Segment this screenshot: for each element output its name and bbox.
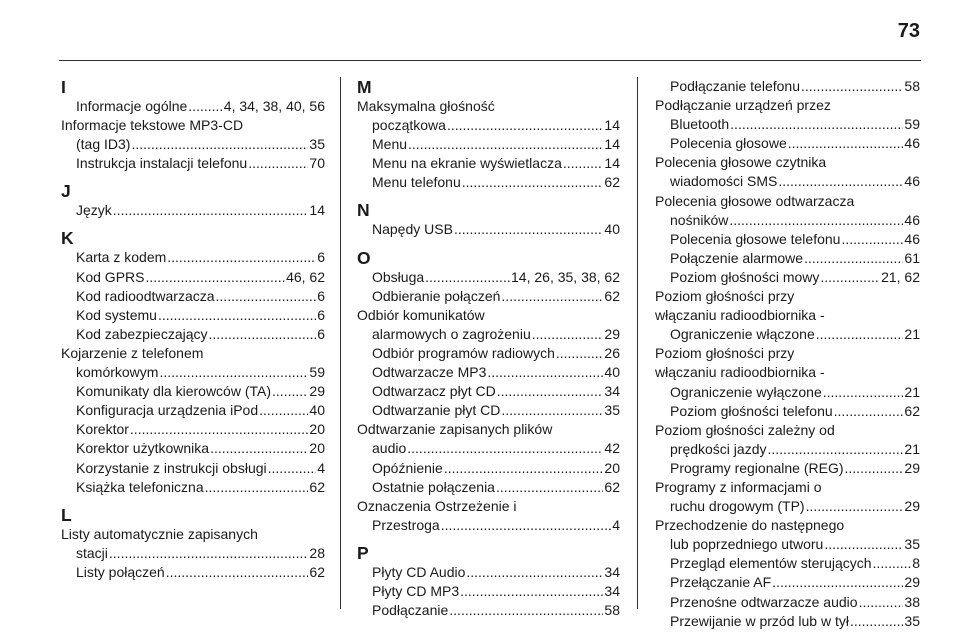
index-entry-text: Przełączanie AF <box>670 574 772 591</box>
index-entry-pages: 26 <box>604 344 620 361</box>
index-entry-pages: 46 <box>904 173 920 190</box>
index-entry-text: Poziom głośności telefonu <box>670 402 833 419</box>
dot-leader <box>268 459 317 478</box>
dot-leader <box>563 154 604 173</box>
index-entry <box>357 601 620 620</box>
index-entry-text: prędkości jazdy <box>670 440 767 457</box>
index-entry-pages: 62 <box>604 287 620 304</box>
dot-leader <box>730 115 903 134</box>
index-entry-text: Język <box>76 202 112 219</box>
index-entry-pages: 20 <box>309 421 325 438</box>
dot-leader <box>820 268 880 287</box>
index-entry-pages: 35 <box>904 612 920 629</box>
dot-leader <box>845 459 904 478</box>
index-entry-pages: 35 <box>904 536 920 553</box>
index-entry-text: Odtwarzacz płyt CD <box>372 383 496 400</box>
dot-leader <box>272 382 308 401</box>
index-entry-text: Obsługa <box>372 268 425 285</box>
index-entry-text: lub poprzedniego utworu <box>670 536 824 553</box>
index-entry-text: włączaniu radioodbiornika - <box>655 364 825 381</box>
index-entry-text: Listy automatycznie zapisanych <box>61 525 258 542</box>
index-entry-text: początkowa <box>372 117 446 134</box>
index-entry-text: Poziom głośności przy <box>655 345 795 362</box>
index-letter-heading: N <box>357 200 370 221</box>
index-entry <box>357 97 620 135</box>
index-entry-text: Menu <box>372 136 408 153</box>
index-entry-pages: 29 <box>904 459 920 476</box>
index-entry-pages: 4, 34, 38, 40, 56 <box>223 98 325 114</box>
index-letter-heading: L <box>61 504 72 525</box>
index-entry-text: Podłączanie urządzeń przez <box>655 97 831 114</box>
dot-leader <box>460 582 603 601</box>
dot-leader <box>408 135 603 154</box>
index-entry-text: stacji <box>76 544 108 561</box>
index-entry <box>655 249 920 268</box>
dot-leader <box>466 563 603 582</box>
dot-leader <box>454 220 603 239</box>
index-entry <box>655 554 920 573</box>
dot-leader <box>159 363 308 382</box>
index-entry-pages: 59 <box>309 364 325 381</box>
index-entry-pages: 14 <box>604 155 620 172</box>
dot-leader <box>801 77 903 96</box>
dot-leader <box>158 306 316 325</box>
index-entry <box>655 77 920 96</box>
index-entry-pages: 14, 26, 35, 38, 62 <box>511 268 620 285</box>
dot-leader <box>873 554 912 573</box>
dot-leader <box>859 593 904 612</box>
index-entry-text: Korzystanie z instrukcji obsługi <box>76 459 267 476</box>
dot-leader <box>823 383 904 402</box>
index-entry-text: Informacje tekstowe MP3-CD <box>61 117 244 134</box>
index-entry-text: Podłączanie <box>372 602 449 619</box>
index-entry <box>61 344 325 382</box>
index-entry-pages: 21 <box>904 440 920 457</box>
index-entry-text: Podłączanie telefonu <box>670 78 800 94</box>
index-entry-pages: 20 <box>309 440 325 457</box>
index-entry-text: Płyty CD Audio <box>372 563 466 580</box>
index-entry <box>357 478 620 497</box>
index-entry-pages: 20 <box>604 459 620 476</box>
index-entry-pages: 28 <box>309 544 325 561</box>
index-entry-text: Menu na ekranie wyświetlacza <box>372 155 562 172</box>
index-entry-text: Kod zabezpieczający <box>76 325 208 342</box>
index-entry <box>61 116 325 154</box>
index-entry-text: Przechodzenie do następnego <box>655 517 845 534</box>
index-entry <box>655 516 920 554</box>
index-entry-pages: 14 <box>604 117 620 134</box>
index-entry-text: Polecenia głosowe czytnika <box>655 154 827 171</box>
index-entry <box>357 306 620 344</box>
index-entry-pages: 29 <box>309 383 325 400</box>
index-entry <box>655 421 920 459</box>
index-entry-pages: 62 <box>904 402 920 419</box>
dot-leader <box>166 563 309 582</box>
index-entry <box>61 97 325 116</box>
dot-leader <box>788 134 904 153</box>
index-entry <box>61 248 325 267</box>
index-entry-text: Kod GPRS <box>76 268 145 285</box>
index-entry-pages: 34 <box>604 582 620 599</box>
index-entry-text: Odbiór programów radiowych <box>372 344 555 361</box>
index-entry <box>655 287 920 344</box>
column-divider <box>637 77 638 609</box>
index-entry <box>655 478 920 516</box>
index-entry-pages: 29 <box>904 574 920 591</box>
index-entry-text: Odbieranie połączeń <box>372 287 501 304</box>
index-entry-text: Programy regionalne (REG) <box>670 459 844 476</box>
dot-leader <box>850 612 903 631</box>
dot-leader <box>816 325 904 344</box>
index-entry-text: Komunikaty dla kierowców (TA) <box>76 383 272 400</box>
index-entry-pages: 46 <box>904 230 920 247</box>
index-entry-text: Przestroga <box>372 516 440 533</box>
index-entry-text: Połączenie alarmowe <box>670 249 804 266</box>
index-entry <box>357 563 620 582</box>
index-entry-text: (tag ID3) <box>76 136 131 153</box>
index-entry-pages: 4 <box>612 516 620 533</box>
index-entry <box>357 363 620 382</box>
index-entry <box>61 201 325 220</box>
index-entry-text: Kojarzenie z telefonem <box>61 344 204 361</box>
index-entry-pages: 40 <box>604 221 620 238</box>
index-entry-pages: 14 <box>309 202 325 219</box>
index-column-1 <box>61 77 325 582</box>
index-entry <box>357 344 620 363</box>
dot-leader <box>804 249 903 268</box>
index-entry-pages: 21 <box>904 383 920 400</box>
index-entry-pages: 35 <box>604 402 620 419</box>
dot-leader <box>109 544 309 563</box>
dot-leader <box>496 478 603 497</box>
index-entry-text: Listy połączeń <box>76 563 165 580</box>
index-entry-pages: 42 <box>604 440 620 457</box>
index-letter-heading: I <box>61 77 66 97</box>
index-entry-pages: 38 <box>904 593 920 610</box>
dot-leader <box>407 439 603 458</box>
dot-leader <box>501 401 603 420</box>
index-entry <box>357 287 620 306</box>
index-letter-heading: J <box>61 181 71 202</box>
index-entry <box>655 344 920 401</box>
index-entry <box>61 306 325 325</box>
index-entry <box>357 497 620 535</box>
index-entry <box>655 268 920 287</box>
index-letter-heading: M <box>357 77 372 97</box>
index-entry-pages: 8 <box>912 555 920 572</box>
dot-leader <box>167 248 316 267</box>
index-entry-text: Ostatnie połączenia <box>372 478 495 495</box>
index-entry <box>61 525 325 563</box>
index-entry <box>655 134 920 153</box>
index-entry <box>357 420 620 458</box>
dot-leader <box>216 287 317 306</box>
index-entry <box>357 582 620 601</box>
dot-leader <box>425 268 510 287</box>
index-entry <box>61 154 325 173</box>
index-entry-pages: 46 <box>904 135 920 152</box>
index-entry-text: Książka telefoniczna <box>76 478 204 495</box>
index-entry-text: Korektor użytkownika <box>76 440 210 457</box>
index-entry-text: Bluetooth <box>670 116 730 133</box>
index-entry-pages: 58 <box>604 602 620 619</box>
index-entry-pages: 62 <box>309 478 325 495</box>
index-entry <box>655 96 920 134</box>
index-entry-pages: 6 <box>317 287 325 304</box>
index-entry <box>61 563 325 582</box>
index-entry <box>655 192 920 230</box>
index-entry-pages: 34 <box>604 563 620 580</box>
index-entry-text: Opóźnienie <box>372 459 443 476</box>
dot-leader <box>487 363 603 382</box>
index-entry-text: Maksymalna głośność <box>357 98 495 114</box>
index-entry-text: Karta z kodem <box>76 249 167 266</box>
index-entry-pages: 34 <box>604 383 620 400</box>
index-entry-text: Polecenia głosowe <box>670 135 787 152</box>
index-entry-text: Polecenia głosowe telefonu <box>670 230 841 247</box>
column-divider <box>340 77 341 609</box>
index-entry-text: włączaniu radioodbiornika - <box>655 307 825 324</box>
index-entry <box>357 173 620 192</box>
index-entry <box>655 230 920 249</box>
index-entry <box>357 268 620 287</box>
index-entry-text: Odtwarzanie płyt CD <box>372 402 501 419</box>
dot-leader <box>259 401 308 420</box>
dot-leader <box>834 402 904 421</box>
dot-leader <box>449 601 603 620</box>
index-entry-text: Oznaczenia Ostrzeżenie i <box>357 497 517 514</box>
index-entry-pages: 6 <box>317 325 325 342</box>
index-entry-text: Polecenia głosowe odtwarzacza <box>655 192 855 209</box>
index-entry <box>61 287 325 306</box>
index-entry <box>61 439 325 458</box>
index-entry <box>655 402 920 421</box>
index-entry-pages: 62 <box>309 563 325 580</box>
index-column-2 <box>357 77 620 620</box>
index-entry <box>357 220 620 239</box>
dot-leader <box>130 420 309 439</box>
index-entry <box>655 573 920 592</box>
index-entry-pages: 29 <box>904 498 920 515</box>
dot-leader <box>209 325 317 344</box>
index-entry <box>357 459 620 478</box>
index-entry-text: Napędy USB <box>372 221 453 238</box>
index-entry-text: Poziom głośności mowy <box>670 268 820 285</box>
index-entry-pages: 46, 62 <box>286 268 325 285</box>
index-entry-text: Konfiguracja urządzenia iPod <box>76 402 259 419</box>
index-entry <box>655 612 920 631</box>
index-entry-pages: 70 <box>309 155 325 172</box>
index-entry <box>357 154 620 173</box>
index-entry <box>655 593 920 612</box>
index-entry-pages: 58 <box>904 78 920 94</box>
index-entry-text: audio <box>372 440 407 457</box>
dot-leader <box>441 516 612 535</box>
index-entry-pages: 40 <box>604 364 620 381</box>
dot-leader <box>248 154 308 173</box>
index-entry <box>61 382 325 401</box>
index-entry-pages: 35 <box>309 136 325 153</box>
dot-leader <box>729 211 903 230</box>
index-column-3 <box>655 77 920 631</box>
dot-leader <box>841 230 903 249</box>
index-entry-pages: 4 <box>317 459 325 476</box>
index-entry-text: Odtwarzacze MP3 <box>372 364 487 381</box>
index-entry-text: Kod systemu <box>76 306 157 323</box>
index-entry <box>357 382 620 401</box>
index-entry-text: alarmowych o zagrożeniu <box>372 325 531 342</box>
index-entry <box>61 459 325 478</box>
index-entry-text: Ograniczenie włączone <box>670 326 815 343</box>
index-letter-heading: P <box>357 542 369 563</box>
dot-leader <box>205 478 309 497</box>
index-entry-text: Odbiór komunikatów <box>357 306 485 323</box>
index-letter-heading: K <box>61 228 74 249</box>
dot-leader <box>556 344 604 363</box>
index-entry-text: nośników <box>670 211 729 228</box>
dot-leader <box>768 440 904 459</box>
index-entry-text: Przewijanie w przód lub w tył <box>670 612 849 629</box>
index-entry-text: Menu telefonu <box>372 174 461 191</box>
index-entry-text: Odtwarzanie zapisanych plików <box>357 421 553 438</box>
index-entry <box>61 325 325 344</box>
index-entry-text: Przegląd elementów sterujących <box>670 555 872 572</box>
index-entry-pages: 29 <box>604 325 620 342</box>
index-entry-text: wiadomości SMS <box>670 173 778 190</box>
index-entry-text: Przenośne odtwarzacze audio <box>670 593 858 610</box>
index-entry <box>61 268 325 287</box>
index-entry-text: Kod radioodtwarzacza <box>76 287 215 304</box>
index-entry-pages: 6 <box>317 249 325 266</box>
page-number: 73 <box>897 20 920 42</box>
dot-leader <box>145 268 285 287</box>
index-letter-heading: O <box>357 247 371 268</box>
index-entry-pages: 62 <box>604 174 620 191</box>
dot-leader <box>497 382 604 401</box>
index-entry-pages: 21, 62 <box>881 268 920 285</box>
index-entry <box>61 478 325 497</box>
index-entry-pages: 59 <box>904 116 920 133</box>
dot-leader <box>188 97 223 116</box>
dot-leader <box>444 459 604 478</box>
index-entry-text: Instrukcja instalacji telefonu <box>76 155 248 172</box>
dot-leader <box>772 573 903 592</box>
index-entry-text: Korektor <box>76 421 129 438</box>
index-entry <box>655 153 920 191</box>
index-entry <box>357 401 620 420</box>
dot-leader <box>501 287 603 306</box>
index-entry-text: Płyty CD MP3 <box>372 582 460 599</box>
index-entry-pages: 21 <box>904 326 920 343</box>
index-entry-pages: 62 <box>604 478 620 495</box>
index-entry <box>357 135 620 154</box>
index-entry-text: Poziom głośności zależny od <box>655 421 835 438</box>
index-entry <box>61 401 325 420</box>
index-entry-pages: 14 <box>604 136 620 153</box>
dot-leader <box>806 497 904 516</box>
index-entry-text: komórkowym <box>76 364 159 381</box>
index-entry-text: Informacje ogólne <box>76 98 188 114</box>
index-entry-pages: 40 <box>309 402 325 419</box>
index-entry <box>61 420 325 439</box>
dot-leader <box>778 172 903 191</box>
index-entry-text: ruchu drogowym (TP) <box>670 498 805 515</box>
dot-leader <box>462 173 604 192</box>
index-entry-pages: 61 <box>904 249 920 266</box>
index-entry-text: Ograniczenie wyłączone <box>670 383 822 400</box>
index-entry <box>655 459 920 478</box>
index-entry-text: Poziom głośności przy <box>655 288 795 305</box>
dot-leader <box>447 116 603 135</box>
index-entry-text: Programy z informacjami o <box>655 478 822 495</box>
dot-leader <box>532 325 604 344</box>
dot-leader <box>824 535 903 554</box>
header-rule <box>59 60 921 61</box>
index-entry-pages: 46 <box>904 211 920 228</box>
dot-leader <box>210 439 308 458</box>
index-entry-pages: 6 <box>317 306 325 323</box>
dot-leader <box>113 201 309 220</box>
dot-leader <box>131 135 308 154</box>
